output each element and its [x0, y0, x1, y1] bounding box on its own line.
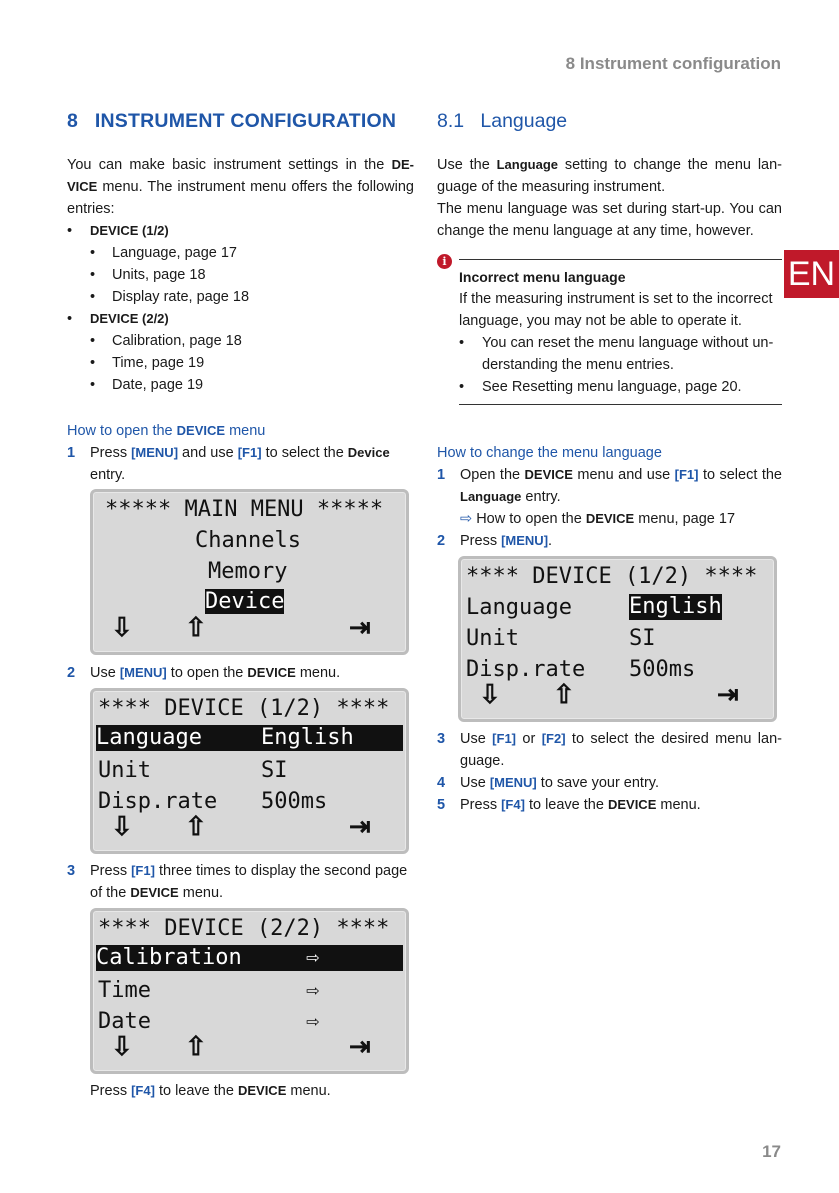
lcd-row-date: Date ⇨ — [98, 1006, 151, 1037]
group-device-2: • DEVICE (2/2) — [67, 311, 169, 327]
group-device-1: • DEVICE (1/2) — [67, 223, 169, 239]
step-1: 1 Press [MENU] and use [F1] to select the Device entry. — [67, 445, 390, 483]
lcd-title: **** DEVICE (2/2) **** — [98, 916, 390, 941]
up-arrow-icon: ⇧ — [553, 679, 575, 709]
note-bullet: • See Resetting menu language, page 20. — [459, 379, 742, 395]
down-arrow-icon: ⇩ — [111, 1031, 133, 1061]
chapter-number: 8 — [67, 110, 79, 132]
language-tab: EN — [784, 250, 839, 298]
note-text: If the measuring instrument is set to the incorrect language, you may not be able to operate it. — [459, 291, 773, 329]
howto-heading: How to change the menu language — [437, 445, 662, 461]
lcd-title: **** DEVICE (1/2) **** — [98, 696, 390, 721]
exit-icon: ⇥ — [349, 612, 371, 642]
lcd-row-unit: Unit SI — [466, 626, 656, 651]
lcd-row-disp-rate: Disp.rate 500ms — [98, 789, 328, 814]
up-arrow-icon: ⇧ — [185, 1031, 207, 1061]
up-arrow-icon: ⇧ — [185, 612, 207, 642]
list-item: • Units, page 18 — [90, 267, 206, 283]
left-step-3-block — [67, 860, 414, 904]
lcd-row-language-selected: Language English — [96, 725, 403, 751]
section-heading — [437, 110, 567, 133]
language-paragraph-1: Use the Language setting to change the menu lan-guage of the measuring instrument. — [437, 157, 782, 195]
howto-heading: How to open the DEVICE menu — [67, 423, 266, 439]
left-final-block — [67, 1080, 414, 1102]
down-arrow-icon: ⇩ — [111, 811, 133, 841]
lcd-row-disp-rate: Disp.rate 500ms — [466, 657, 696, 682]
left-intro-block — [67, 154, 414, 396]
list-item: • Calibration, page 18 — [90, 333, 242, 349]
page-number: 17 — [762, 1142, 781, 1161]
lcd-device-1-right — [458, 556, 777, 722]
list-item: • Language, page 17 — [90, 245, 237, 261]
note-title: Incorrect menu language — [459, 269, 626, 285]
lcd-title: **** DEVICE (1/2) **** — [466, 564, 758, 589]
down-arrow-icon: ⇩ — [111, 612, 133, 642]
exit-icon: ⇥ — [349, 1031, 371, 1061]
lcd-row-time: Time ⇨ — [98, 975, 151, 1006]
lcd-device-2 — [90, 908, 409, 1074]
list-item: • Time, page 19 — [90, 355, 205, 371]
arrow-right-icon: ⇨ — [460, 511, 473, 527]
step-3: 3 Press [F1] three times to display the second page of the DEVICE menu. — [67, 863, 408, 901]
note-bullet: • You can reset the menu language without un-derstanding the menu entries. — [459, 335, 774, 373]
left-step-2-block — [67, 662, 414, 684]
note-box — [459, 259, 782, 405]
chapter-heading — [67, 110, 396, 133]
up-arrow-icon: ⇧ — [185, 811, 207, 841]
lcd-item-device-selected: Device — [205, 589, 285, 614]
lcd-main-menu — [90, 489, 409, 655]
lcd-row-unit: Unit SI — [98, 758, 288, 783]
lcd-device-1-left — [90, 688, 409, 854]
section-title: Language — [480, 110, 568, 132]
step-3: 3 Use [F1] or [F2] to select the desired menu lan-guage. — [437, 731, 782, 769]
step-1: 1 Open the DEVICE menu and use [F1] to select the Language entry. — [437, 467, 782, 505]
language-paragraph-2: The menu language was set during start-up. You can change the menu language at any time, however. — [437, 201, 782, 239]
chapter-title: INSTRUMENT CONFIGURATION — [94, 110, 397, 132]
right-intro-block — [437, 154, 782, 242]
lcd-value-english-selected: English — [629, 594, 722, 619]
lcd-row-calibration-selected: Calibration ⇨ — [96, 945, 403, 971]
arrow-right-icon: ⇨ — [306, 945, 320, 970]
arrow-right-icon: ⇨ — [306, 1009, 320, 1034]
exit-icon: ⇥ — [717, 679, 739, 709]
running-header: 8 Instrument configuration — [565, 54, 781, 73]
cross-reference: ⇨ How to open the DEVICE menu, page 17 — [460, 511, 736, 527]
step-2: 2 Use [MENU] to open the DEVICE menu. — [67, 665, 341, 681]
lcd-item-channels: Channels — [195, 528, 301, 553]
down-arrow-icon: ⇩ — [479, 679, 501, 709]
lcd-row-language: Language — [466, 595, 572, 620]
lcd-title: ***** MAIN MENU ***** — [105, 497, 384, 522]
step-5: 5 Press [F4] to leave the DEVICE menu. — [437, 797, 701, 813]
right-howto — [437, 442, 782, 552]
lcd-item-memory: Memory — [208, 559, 288, 584]
step-4: 4 Use [MENU] to save your entry. — [437, 775, 659, 791]
list-item: • Date, page 19 — [90, 377, 204, 393]
intro-paragraph: You can make basic instrument settings in the DE-VICE menu. The instrument menu offers the following entries: — [67, 157, 414, 217]
arrow-right-icon: ⇨ — [306, 978, 320, 1003]
section-number: 8.1 — [437, 110, 465, 132]
list-item: • Display rate, page 18 — [90, 289, 250, 305]
final-instruction: Press [F4] to leave the DEVICE menu. — [90, 1083, 331, 1099]
step-2: 2 Press [MENU]. — [437, 533, 553, 549]
right-steps-3-5 — [437, 728, 782, 816]
exit-icon: ⇥ — [349, 811, 371, 841]
left-howto — [67, 420, 414, 486]
info-icon: i — [437, 254, 452, 269]
